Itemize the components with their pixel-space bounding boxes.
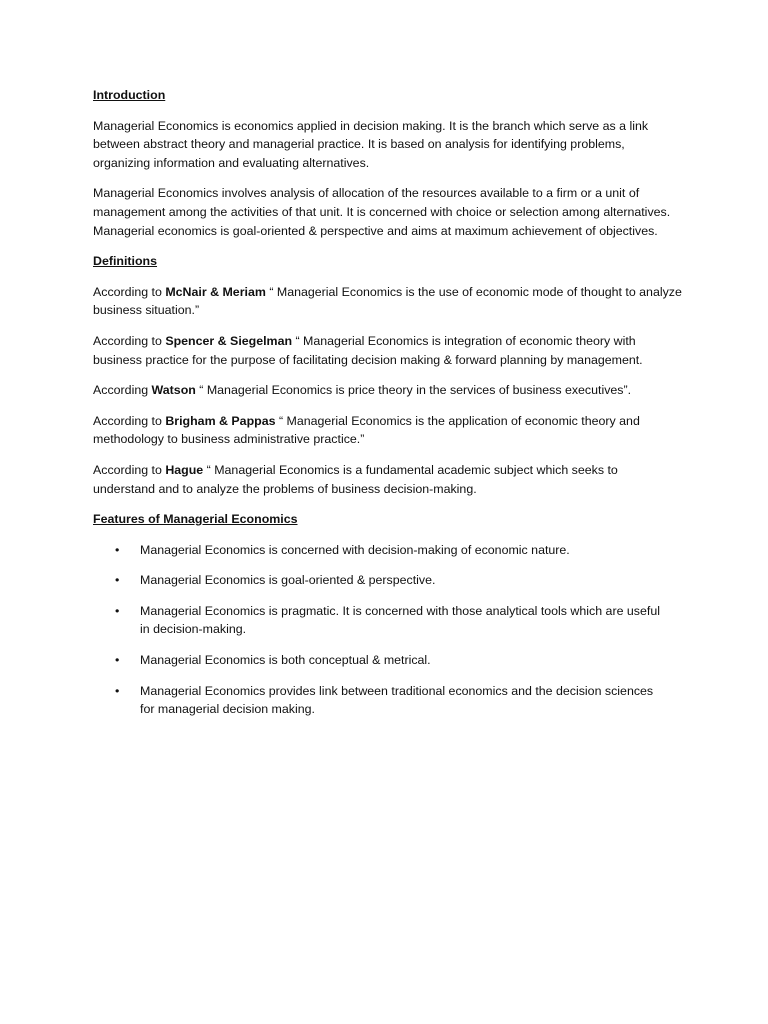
introduction-paragraph: Managerial Economics is economics applied in decision making. It is the branch which serve as a link between abstract theory and managerial practice. It is based on analysis for identifying problems, organizing information and evaluating alternatives.	[93, 118, 649, 170]
introduction-paragraph: Managerial Economics involves analysis of allocation of the resources available to a firm or a unit of management among the activities of that unit. It is concerned with choice or selection among alternatives. Managerial economics is goal-oriented & perspective and aims at maximum achievement of objectives.	[93, 186, 671, 238]
definition-item	[93, 283, 683, 320]
feature-text: Managerial Economics is goal-oriented & perspective.	[140, 573, 436, 588]
definition-text: “ Managerial Economics is price theory in the services of business executives”.	[195, 383, 632, 398]
definition-author: Watson	[151, 383, 196, 398]
definition-item	[93, 381, 683, 400]
bullet-icon: •	[115, 603, 120, 618]
definition-author: Spencer & Siegelman	[165, 333, 293, 348]
feature-text: Managerial Economics provides link between traditional economics and the decision sciences for managerial decision making.	[140, 683, 654, 717]
definition-prefix: According	[93, 383, 152, 398]
definition-author: McNair & Meriam	[165, 284, 266, 299]
features-list	[93, 541, 683, 719]
bullet-icon: •	[115, 653, 120, 668]
feature-text: Managerial Economics is pragmatic. It is concerned with those analytical tools which are useful in decision-making.	[140, 603, 660, 637]
definition-item	[93, 412, 683, 449]
document-body	[93, 86, 683, 731]
bullet-icon: •	[115, 683, 120, 698]
definition-prefix: According to	[93, 413, 166, 428]
feature-item	[93, 571, 660, 590]
definition-prefix: According to	[93, 462, 166, 477]
definition-prefix: According to	[93, 333, 166, 348]
definition-text: “ Managerial Economics is the use of economic mode of thought to analyze business situation.”	[93, 284, 682, 318]
feature-text: Managerial Economics is concerned with decision-making of economic nature.	[140, 542, 570, 557]
definition-text: “ Managerial Economics is the application of economic theory and methodology to business administrative practice.”	[93, 413, 640, 447]
definition-item	[93, 461, 683, 498]
feature-item	[93, 541, 660, 560]
definition-item	[93, 332, 683, 369]
definition-author: Hague	[165, 462, 204, 477]
bullet-icon: •	[115, 542, 120, 557]
bullet-icon: •	[115, 573, 120, 588]
definition-prefix: According to	[93, 284, 166, 299]
feature-item	[93, 651, 660, 670]
feature-item	[93, 682, 660, 719]
introduction-heading: Introduction	[93, 88, 166, 102]
feature-item	[93, 602, 660, 639]
definition-text: “ Managerial Economics is a fundamental academic subject which seeks to understand and to analyze the problems of business decision-making.	[93, 462, 618, 496]
feature-text: Managerial Economics is both conceptual & metrical.	[140, 653, 431, 668]
features-heading: Features of Managerial Economics	[93, 512, 298, 527]
definition-text: “ Managerial Economics is integration of economic theory with business practice for the purpose of facilitating decision making & forward planning by management.	[93, 333, 643, 367]
definition-author: Brigham & Pappas	[165, 413, 276, 428]
definitions-heading: Definitions	[93, 254, 158, 269]
